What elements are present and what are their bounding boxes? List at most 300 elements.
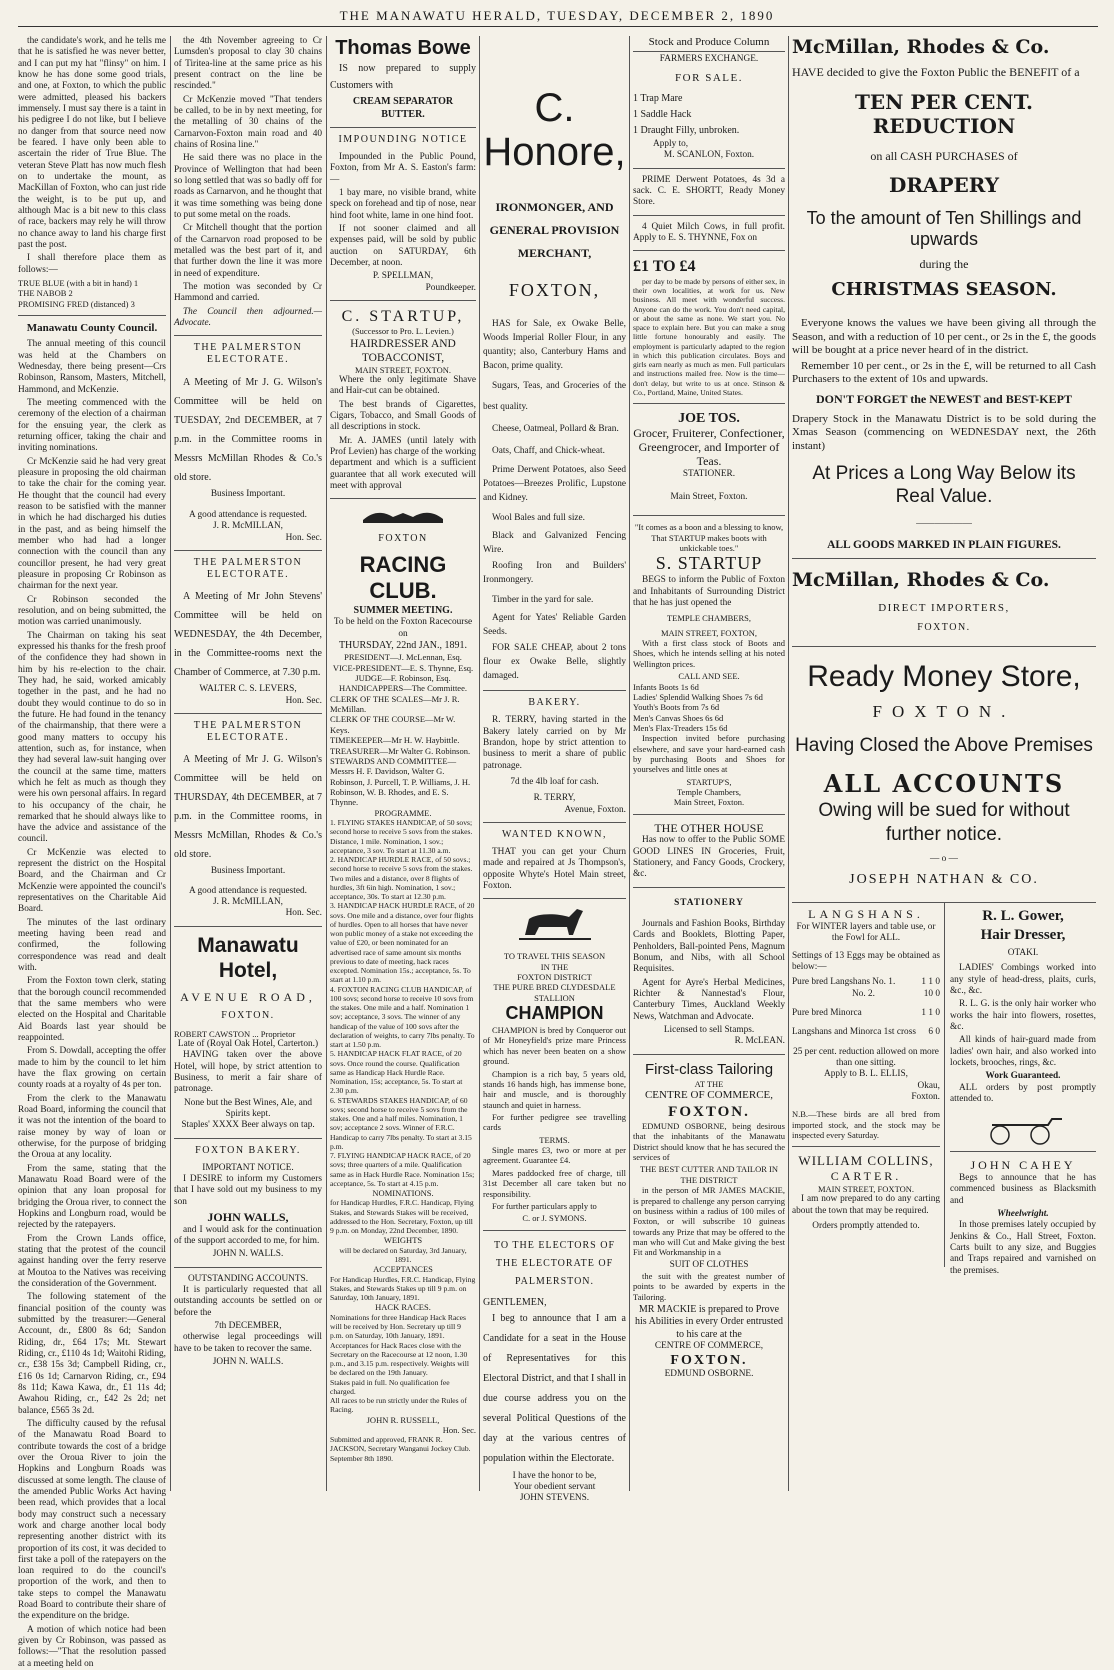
stock-title: Stock and Produce Column xyxy=(648,36,770,48)
spacer xyxy=(483,36,626,86)
ornament: —————— xyxy=(916,518,972,529)
mcmillan-prices: At Prices a Long Way Below its Real Value. xyxy=(812,463,1076,508)
racing-section-title: NOMINATIONS. xyxy=(372,1188,434,1199)
racing-event: 7. FLYING HANDICAP HACK RACE, of 20 sovs; three quarters of a mile. Qualification same as in Hack Hurdle Race. Nomination 15s; acceptance, 5s. To start at 4.15 p.m. xyxy=(330,1151,475,1188)
article-text: Cr Mitchell thought that the portion of the Carnarvon road proposed to be metalled was the best part of it, and that further down the line it was more in need of expenditure. xyxy=(174,223,322,279)
startup-addr: Main Street, Foxton. xyxy=(673,797,745,808)
notice-note: A good attendance is requested. xyxy=(189,509,307,520)
cahe-name: JOHN CAHEY xyxy=(970,1158,1076,1173)
column-divider xyxy=(479,36,480,1491)
hotel-name: Manawatu Hotel, xyxy=(197,933,299,983)
readymoney-accounts: ALL ACCOUNTS xyxy=(823,769,1065,799)
cahe-wheel: Wheelwright. xyxy=(997,1208,1049,1219)
gower-ad xyxy=(950,907,1096,1278)
article-text: From S. Dowdall, accepting the offer made to him by the council to let him have the flax growing on certain county roads at a royalty of 4s per ton. xyxy=(18,1046,166,1091)
article-text: The meeting commenced with the ceremony of the election of a chairman for the ensuing year, the clerk as returning officer, taking the chair and inviting nominations. xyxy=(18,398,166,454)
gower-text: LADIES' Combings worked into any style of head-dress, plaits, curls, &c., &c. xyxy=(950,963,1096,997)
langshans-row-label: Pure bred Langshans No. 1. xyxy=(792,977,896,988)
mcmillan-forget: DON'T FORGET the NEWEST and BEST-KEPT xyxy=(816,392,1072,407)
divider xyxy=(483,1230,626,1231)
langshans-apply: Apply to B. L. ELLIS, xyxy=(824,1069,908,1080)
impound-sign: P. SPELLMAN, xyxy=(372,271,434,282)
column-5 xyxy=(633,36,785,1491)
column-divider xyxy=(788,36,789,1491)
hotel-town: FOXTON. xyxy=(221,1010,275,1022)
racing-text: Stakes paid in full. No qualification fee charged. xyxy=(330,1377,450,1396)
hotel-late: Late of (Royal Oak Hotel, Carterton.) xyxy=(177,1039,319,1049)
divider xyxy=(174,713,322,714)
stock-sub: FARMERS EXCHANGE. xyxy=(659,54,759,65)
racing-section-title: ACCEPTANCES xyxy=(373,1264,433,1275)
notice-note: A good attendance is requested. xyxy=(189,885,307,896)
stationery-licensed: Licensed to sell Stamps. xyxy=(663,1025,755,1036)
langshans-row xyxy=(792,977,940,988)
racing-section-title: HACK RACES. xyxy=(375,1302,431,1313)
gower-text: R. L. G. is the only hair worker who works the hair into flowers, rosettes, &c. xyxy=(950,999,1096,1033)
startup-name: S. STARTUP xyxy=(655,553,763,574)
stallion-line: FOXTON DISTRICT xyxy=(517,972,592,983)
mcmillan-cash: on all CASH PURCHASES of xyxy=(870,148,1018,163)
racing-text: for Handicap Hurdles, F.R.C. Handicap, Flying Stakes, and Stewards Stakes will be received, addressed to the Hon. Secretary, Foxton, up till 9 p.m. on Monday, 22nd December, 1890. xyxy=(330,1198,474,1236)
article-text: The Council then adjourned.—Advocate. xyxy=(174,306,322,328)
divider xyxy=(174,1138,322,1139)
collins-name: WILLIAM COLLINS, xyxy=(798,1153,934,1169)
honore-item: FOR SALE CHEAP, about 2 tons flour ex Owake Belle, slightly damaged. xyxy=(483,643,626,682)
startup-price: Youth's Boots from 7s 6d xyxy=(633,702,720,713)
column-6 xyxy=(792,36,1096,1491)
divider xyxy=(330,300,476,301)
bakery-sign: R. TERRY, xyxy=(533,793,576,804)
racing-event: 2. HANDICAP HURDLE RACE, of 50 sovs.; second horse to receive 5 sovs from the stakes. Two miles and a distance, over 8 flights of hurdles, 3ft 6in high. Nomination, 1 sov.; acceptance, 30s. To start at 12.30 p.m. xyxy=(330,855,473,902)
divider xyxy=(633,51,785,52)
stallion-line: IN THE xyxy=(540,961,569,972)
startup-text: Mr. A. JAMES (until lately with Prof Levien) has charge of the working department and which is a sufficient guarantee that all work executed will meet with approval xyxy=(330,435,476,492)
hotel-text: None but the Best Wines, Ale, and Spirits kept. xyxy=(183,1097,313,1119)
stationery-title: STATIONERY xyxy=(674,897,744,908)
divider xyxy=(633,1054,785,1055)
article-text: He said there was no place in the Province of Wellington that had been so long settled that was so badly off for roads as Carnarvon, and he thought that it was time something was being done to put some metal on the roads. xyxy=(174,153,322,220)
mcmillan-text: Everyone knows the values we have been giving all through the Season, and with a reduction of 10 per cent., or 2s in the £, the goods will be bought at a price never heard of in the district. xyxy=(792,317,1096,357)
accounts-text: It is particularly requested that all outstanding accounts be settled on or before the xyxy=(174,1285,322,1318)
stock-forsale: FOR SALE. xyxy=(675,71,743,84)
bakery-name: JOHN WALLS, xyxy=(207,1210,289,1225)
article-text: The motion was seconded by Cr Hammond and carried. xyxy=(174,281,322,304)
racing-officer: PRESIDENT—J. McLennan, Esq. xyxy=(344,652,462,663)
tos-name: JOE TOS. xyxy=(678,411,740,427)
startup-call: CALL AND SEE. xyxy=(678,671,740,682)
langshans-row-price: 1 1 0 xyxy=(921,977,940,988)
startup-successor: (Successor to Pro. L. Levien.) xyxy=(352,326,454,337)
article-text: From the clerk to the Manawatu Road Board, informing the council that it was not the intention of the board to raise money by way of loan or otherwise, for the purpose of bridging the Oroua at any locality. xyxy=(18,1093,166,1161)
column-1 xyxy=(18,36,167,1669)
stock-applyname: M. SCANLON, Foxton. xyxy=(663,150,755,161)
ornament: — o — xyxy=(930,854,958,865)
stationery-sign: R. McLEAN. xyxy=(734,1036,785,1047)
accounts-sign: JOHN N. WALLS. xyxy=(212,1357,284,1368)
article-text: The minutes of the last ordinary meeting having been read and confirmed, the following correspondence was read and dealt with. xyxy=(18,917,166,974)
collins-street: MAIN STREET, FOXTON. xyxy=(817,1183,915,1194)
spacer xyxy=(483,174,626,196)
stallion-terms-title: TERMS. xyxy=(539,1134,570,1145)
langshans-nb: N.B.—These birds are all bred from imported stock, and the stock may be inspected every Saturday. xyxy=(792,1109,940,1141)
tailoring-cutter: THE BEST CUTTER AND TAILOR IN THE DISTRICT xyxy=(639,1164,779,1185)
article-text: Cr McKenzie moved "That tenders be called, to be in by next meeting, for the metalling of 30 chains of the Carnarvon-Foxton main road and 40 chains of Rosina line." xyxy=(174,94,322,150)
bakery-text: I DESIRE to inform my Customers that I have sold out my business to my son xyxy=(174,1174,322,1207)
divider xyxy=(174,335,322,336)
divider xyxy=(330,498,476,499)
honore-name: C. Honore, xyxy=(483,86,626,174)
divider xyxy=(633,515,785,516)
electors-title: TO THE ELECTORS OF THE ELECTORATE OF PALMERSTON. xyxy=(493,1239,616,1287)
racing-officer: HANDICAPPERS—The Committee. xyxy=(339,683,467,694)
divider xyxy=(633,168,785,169)
pound-amount: £1 TO £4 xyxy=(633,258,696,276)
bowe-text: IS now prepared to supply Customers with xyxy=(330,63,476,92)
hotel-street: AVENUE ROAD, xyxy=(180,989,316,1004)
accounts-title: OUTSTANDING ACCOUNTS. xyxy=(187,1273,309,1284)
racing-programme: PROGRAMME. xyxy=(374,807,432,818)
startup-name: C. STARTUP, xyxy=(341,307,465,325)
divider xyxy=(633,814,785,815)
startup-price: Infants Boots 1s 6d xyxy=(633,681,699,692)
article-text: Cr McKenzie was elected to represent the district on the Hospital Board, and the Chairman and Cr McKenzie were appointed the council's representatives on the Charitable Aid Board. xyxy=(18,847,166,915)
article-text: The following statement of the financial position of the county was submitted by the treasurer:—General Account, dr., £800 8s 6d; Sandon Riding, dr., £64 17s; Mt. Stewart Riding, cr., £110 4s 1d; Waitohi Riding, cr., £38 15s 3d; Campbell Riding, cr., £16 0s 1d; Carnarvon Riding, cr., £94 8s 11d; Kawa Kawa, dr., £1 11s 4d; Awahou Riding, cr., £42 2s 2d; net balance, £565 3s 2d. xyxy=(18,1292,167,1416)
accounts-date: 7th DECEMBER, xyxy=(214,1321,282,1332)
startup-text: With a first class stock of Boots and Shoes, which he intends selling at his noted Wellington prices. xyxy=(633,638,785,669)
notice-role: Hon. Sec. xyxy=(285,908,322,919)
hotel-proprietor: ROBERT CAWSTON ... Proprietor xyxy=(174,1028,296,1039)
mcmillan-amount: To the amount of Ten Shillings and upwards xyxy=(806,207,1082,250)
notice-note: Business Important. xyxy=(210,488,286,499)
buggy-image xyxy=(978,1111,1068,1145)
racing-event: 6. STEWARDS STAKES HANDICAP, of 60 sovs; second horse to receive 5 sovs from the stakes. One and a half miles. Nomination, 1 sov; acceptance 2 sovs. Winner of F.R.C. Handicap to carry 7lbs penalty. To start at 3.15 p.m. xyxy=(330,1095,472,1151)
startup-quote: "It comes as a boon and a blessing to know, That STARTUP makes boots with unkickable toes." xyxy=(634,522,784,554)
article-text: The annual meeting of this council was held at the Chambers on Wednesday, there being present—Crs Robinson, Ransom, Masters, Mitchell, Hammond, and McKenzie. xyxy=(18,339,166,395)
article-text: the 4th November agreeing to Cr Lumsden's proposal to clay 30 chains of Tiritea-line at the same price as his present contract on the line be rescinded." xyxy=(174,36,322,92)
hotel-text: HAVING taken over the above Hotel, will hope, by strict attention to Business, to merit a fair share of patronage. xyxy=(174,1050,322,1095)
honore-item: Wool Bales and full size. xyxy=(492,512,585,523)
tailoring-centre: CENTRE OF COMMERCE, xyxy=(654,1340,764,1351)
langshans-row-label: Pure bred Minorca xyxy=(792,1008,862,1019)
stallion-line: TO TRAVEL THIS SEASON xyxy=(503,951,606,962)
divider xyxy=(792,1146,940,1147)
divider xyxy=(792,558,1096,559)
readymoney-sign: JOSEPH NATHAN & CO. xyxy=(849,872,1039,888)
langshans-text: 25 per cent. reduction allowed on more than one sitting. xyxy=(793,1046,939,1069)
bottom-ads xyxy=(792,907,1096,1276)
readymoney-owing: Owing will be sued for without further notice. xyxy=(818,799,1070,846)
startup-text: Where the only legitimate Shave and Hair-cut can be obtained. xyxy=(330,375,476,397)
langshans-row xyxy=(792,1008,940,1019)
placing: TRUE BLUE (with a bit in hand) 1 xyxy=(18,277,139,288)
racing-date: THURSDAY, 22nd JAN., 1891. xyxy=(338,640,468,652)
tos-trade: Grocer, Fruiterer, Confectioner, Greengrocer, and Importer of Teas. xyxy=(633,426,785,468)
langshans-row-price: 10 0 xyxy=(923,988,940,999)
hotel-text: Staples' XXXX Beer always on tap. xyxy=(181,1120,315,1131)
langshans-addr: Foxton. xyxy=(911,1092,940,1103)
divider xyxy=(483,822,626,823)
tos-street: Main Street, Foxton. xyxy=(670,492,748,502)
divider xyxy=(633,887,785,888)
otherhouse-text: Has now to offer to the Public SOME GOOD LINES IN Groceries, Fruit, Stationery, and Fancy Goods, Crockery, &c. xyxy=(633,835,785,880)
article-text: From the Foxton town clerk, stating that the borough council recommended that the same members who were elected on the Hospital and Charitable Aid Boards last year should be reappointed. xyxy=(18,976,166,1044)
stallion-name: CHAMPION xyxy=(505,1003,604,1024)
honore-item: HAS for Sale, ex Owake Belle, Woods Imperial Roller Flour, in any quantity; also, Canterbury Hams and Bacon, prime quality. xyxy=(483,319,626,372)
honore-item: Cheese, Oatmeal, Pollard & Bran. xyxy=(492,424,619,434)
mcmillan-marked: ALL GOODS MARKED IN PLAIN FIGURES. xyxy=(827,539,1061,552)
stallion-sign: C. or J. SYMONS. xyxy=(522,1213,587,1224)
cahe-text: In those premises lately occupied by Jenkins & Co., Hall Street, Foxton. Carts built to any size, and Buggies and Traps repaired and varnished on the premises. xyxy=(950,1220,1096,1276)
bakery-sign: JOHN N. WALLS. xyxy=(212,1249,284,1260)
honore-item: Prime Derwent Potatoes, also Seed Potatoes—Breezes Prolific, Lupstone and Kidney. xyxy=(483,464,626,503)
column-3 xyxy=(330,36,476,1491)
bakery-text: and I would ask for the continuation of the support accorded to me, for him. xyxy=(174,1224,322,1247)
tailoring-town: FOXTON. xyxy=(670,1353,748,1369)
startup-price: Men's Flax-Treaders 15s 6d xyxy=(633,722,728,733)
honore-item: Timber in the yard for sale. xyxy=(492,594,594,605)
accounts-text: otherwise legal proceedings will have to be taken to recover the same. xyxy=(174,1332,322,1354)
honore-trade: GENERAL PROVISION xyxy=(489,222,620,237)
column-4 xyxy=(483,36,627,1504)
honore-item: Sugars, Teas, and Groceries of the best quality. xyxy=(483,381,626,412)
racing-officer: CLERK OF THE SCALES—Mr J. R. McMillan. xyxy=(330,693,460,715)
collins-text: I am now prepared to do any carting about the town that may be required. xyxy=(792,1194,940,1216)
stationery-text: Agent for Ayre's Herbal Medicines, Richter & Nannestad's Flour, Canterbury Times, Auckland Weekly News, Watchman and Advocate. xyxy=(633,977,785,1022)
stock-item: 1 Trap Mare xyxy=(633,93,683,105)
tailoring-text: EDMUND OSBORNE, being desirous that the inhabitants of the Manawatu District should know that he has secured the services of xyxy=(633,1121,785,1163)
racing-officer: STEWARDS AND COMMITTEE—Messrs H. F. Davidson, Walter G. Robinson, J. Purcell, T. P. Williams, J. H. Robinson, W. B. Rhodes, and E. S. Thynne. xyxy=(330,755,471,808)
racing-sub: SUMMER MEETING. xyxy=(353,605,453,617)
divider xyxy=(483,898,626,899)
impound-text: Impounded in the Public Pound, Foxton, from Mr A. S. Easton's farm:— xyxy=(330,151,476,185)
mcmillan-name: McMillan, Rhodes & Co. xyxy=(792,569,1050,592)
racing-event: 3. HANDICAP HACK HURDLE RACE, of 20 sovs. One mile and a distance, over four flights of hurdles. Open to all horses that have never won public money of a stake not exceeding the value of £20, or been nominated for an advertised race of same amount six months previous to date of meeting, hack races excepted. Nomination 15s.; acceptance, 5s. To start at 1.10 p.m. xyxy=(330,901,475,985)
racing-role: Hon. Sec. xyxy=(442,1424,476,1435)
masthead-rule xyxy=(18,26,1098,27)
notice-role: Hon. Sec. xyxy=(285,532,322,543)
mcmillan-during: during the xyxy=(919,256,969,271)
article-text: The difficulty caused by the refusal of the Manawatu Road Board to contribute towards the cost of a bridge over the Oroua River to join the Hopkins and Longburn Roads was discussed at some length. The clause of the amended Public Works Act having been read, which provides that a local body may construct such a necessary work and charge another local body representing another district with its proportion of its cost, it was decided to first take a poll of the ratepayers on the loan required to do the council's proportion of the work, and then to take steps to compel the Manawatu Road Board to contribute their share of the expenditure on the bridge. xyxy=(18,1418,166,1622)
langshans-row xyxy=(792,1027,940,1038)
gower-work: Work Guaranteed. xyxy=(985,1071,1061,1082)
article-text: From the same, stating that the Manawatu Road Board were of the opinion that any loan proposal for bridging the Oroua river, to connect the Hopkins and Longburn road, would be rejected by the ratepayers. xyxy=(18,1163,166,1231)
notice-text: A Meeting of Mr John Stevens' Committee will be held on WEDNESDAY, the 4th December, in the Committee-rooms next the Chamber of Commerce, at 7.30 p.m. xyxy=(174,591,322,679)
honore-item: Roofing Iron and Builders' Ironmongery. xyxy=(483,561,626,585)
stallion-text: CHAMPION is bred by Conqueror out of Mr Honeyfield's prize mare Princess which has never been beaten on a show ground. xyxy=(483,1025,626,1067)
article-text: I shall therefore place them as follows:— xyxy=(18,253,166,275)
bowe-name: Thomas Bowe xyxy=(335,37,471,59)
notice-text: A Meeting of Mr J. G. Wilson's Committee will be held on TUESDAY, 2nd DECEMBER, at 7 p.m. in the Committee rooms in Messrs McMillan Rhodes & Co.'s old store. xyxy=(174,376,322,483)
column-divider xyxy=(629,36,630,1491)
article-text: From the Crown Lands office, stating that the protest of the council against handing over the ferry reserve at Moutoa to the Natives was receiving the consideration of the Government. xyxy=(18,1233,166,1289)
startup-trade: HAIRDRESSER AND TOBACCONIST, xyxy=(350,337,456,364)
tos-stationer: STATIONER. xyxy=(682,468,736,479)
tailoring-mackie: MR MACKIE is prepared to Prove his Abilities in every Order entrusted to his care at the xyxy=(634,1304,784,1340)
divider xyxy=(633,403,785,404)
article-text: A motion of which notice had been given by Cr Robinson, was passed as follows:—"That the resolution passed at a meeting held on xyxy=(18,1624,166,1669)
column-divider xyxy=(944,903,945,1267)
mcmillan-season: CHRISTMAS SEASON. xyxy=(831,279,1057,301)
racing-text: All races to be run strictly under the Rules of Racing. xyxy=(330,1396,467,1415)
pound-text: per day to be made by persons of either sex, in their own localities, at work for us. New business. All meet with wonderful success. Anyone can do the work. You don't need capital, or about the same as none. We start you. No space to explain here. But you can make a snug little fortune honourably and easily. The employment is particularly adapted to the region in which this publication circulates. Boys and girls earn nearly as much as men. Full particulars and instructions mailed free. Now is the time—don't delay, but write to us at once. Stinson & Co., Portland, Maine, United States. xyxy=(633,276,785,397)
honore-town: FOXTON, xyxy=(508,280,601,301)
readymoney-town: FOXTON. xyxy=(872,701,1016,721)
article-text: the candidate's work, and he tells me that he is satisfied he was never better, and I can put my hat "flinsy" on him. I know he has done some good trials, and one, at Foxton, to which the public were admitted, pleased his backers immensely. I must say there is a taint in his pedigree I do not like, but I believe no danger from that source need now be feared. I have only been able to ascertain the rider of True Blue. The veteran Steve Platt has now much flesh on to undertake the mount, as MacKillan of Foxton, who can just ride the weight, is to be put up, and although Mac is a bit new to this class of race, backers may rely he will throw no chance away to land his charge first past the post. xyxy=(18,36,166,250)
electors-close: Your obedient servant xyxy=(513,1482,596,1493)
tailoring-suit: SUIT OF CLOTHES xyxy=(669,1259,749,1270)
langshans-row-price: 1 1 0 xyxy=(921,1008,940,1019)
stallion-line: THE PURE BRED CLYDESDALE STALLION xyxy=(493,982,616,1003)
racing-officer: CLERK OF THE COURSE—Mr W. Keys. xyxy=(330,714,456,735)
otherhouse-title: THE OTHER HOUSE xyxy=(654,820,764,835)
stock-item: 1 Saddle Hack xyxy=(633,109,692,121)
gower-text: ALL orders by post promptly attended to. xyxy=(950,1082,1096,1105)
racing-town: FOXTON xyxy=(378,533,428,545)
langshans-row-label: Langshans and Minorca 1st cross xyxy=(792,1027,916,1038)
startup-text: Inspection invited before purchasing elsewhere, and save your hard-earned cash by purchasing Boots and Shoes for yourselves and little ones at xyxy=(633,733,785,775)
mcmillan-ten: TEN PER CENT. REDUCTION xyxy=(855,89,1033,139)
langshans-text: Settings of 13 Eggs may be obtained as below:— xyxy=(792,950,940,973)
startup-addr: Temple Chambers, xyxy=(676,787,742,798)
startup-sign: STARTUP'S, xyxy=(686,776,732,787)
mcmillan-direct: DIRECT IMPORTERS, xyxy=(878,602,1010,615)
racing-officer: JUDGE—F. Robinson, Esq. xyxy=(355,673,451,684)
racing-text: Nominations for three Handicap Hack Races will be received by Hon. Secretary up till 9 p.m. on Saturday, 10th January, 1891. xyxy=(330,1312,467,1341)
racing-title: RACING CLUB. xyxy=(359,551,447,604)
electors-close: I have the honor to be, xyxy=(512,1470,597,1481)
stock-apply: Apply to, xyxy=(653,139,689,150)
racing-event: 1. FLYING STAKES HANDICAP, of 50 sovs; second horse to receive 5 sovs from the stakes. Distance, 1 mile. Nomination, 1 sov.; acceptance, 3 sov. To start at 11.30 a.m. xyxy=(330,818,473,855)
notice-title: THE PALMERSTON ELECTORATE. xyxy=(193,719,303,744)
impound-role: Poundkeeper. xyxy=(425,282,476,293)
impound-text: 1 bay mare, no visible brand, white speck on forehead and tip of nose, near hind foot white, lame in one hind foot. xyxy=(330,187,476,221)
stationery-text: Journals and Fashion Books, Birthday Cards and Booklets, Blotting Paper, Penholders, Ball-pointed Pens, Magnum Bonum, and Nibs, with all School Requisites. xyxy=(633,919,785,975)
divider xyxy=(18,315,166,316)
racing-officer: VICE-PRESIDENT—E. S. Thynne, Esq. xyxy=(332,662,474,673)
stock-text: PRIME Derwent Potatoes, 4s 3d a sack. C. E. SHORTT, Ready Money Store. xyxy=(633,174,785,208)
racing-sign: JOHN R. RUSSELL, xyxy=(366,1414,440,1425)
racing-section-title: WEIGHTS xyxy=(383,1235,423,1246)
gower-name: R. L. Gower, xyxy=(982,908,1064,925)
racing-event: 4. FOXTON RACING CLUB HANDICAP, of 100 sovs; second horse to receive 10 sovs from the stakes. One mile and a half. Nomination 1 sov; acceptance, 3 sovs. The winner of any handicap of the value of 100 sovs after the declaration of weights, to carry 7lbs penalty. To start at 1.50 p.m. xyxy=(330,984,475,1050)
honore-item: Agent for Yates' Reliable Garden Seeds. xyxy=(483,613,626,638)
gower-trade: Hair Dresser, xyxy=(980,926,1066,943)
column-divider xyxy=(326,36,327,1491)
stallion-text: For further pedigree see travelling cards xyxy=(483,1112,626,1133)
electors-sign: JOHN STEVENS. xyxy=(519,1493,590,1504)
notice-title: THE PALMERSTON ELECTORATE. xyxy=(193,342,303,366)
bakery-sub: IMPORTANT NOTICE. xyxy=(202,1162,294,1173)
mcmillan-drapery: DRAPERY xyxy=(888,173,1000,198)
divider xyxy=(950,1151,1096,1152)
bowe-product: CREAM SEPARATOR BUTTER. xyxy=(352,96,454,120)
langshans-row-label: No. 2. xyxy=(852,988,875,999)
startup-price: Ladies' Splendid Walking Shoes 7s 6d xyxy=(633,691,763,702)
notice-role: Hon. Sec. xyxy=(285,695,322,706)
bakery-price: 7d the 4lb loaf for cash. xyxy=(510,776,599,787)
notice-text: A Meeting of Mr J. G. Wilson's Committee will be held on THURSDAY, 4th DECEMBER, at 7 p.m. in the Committee rooms, in Messrs McMillan, Rhodes & Co.'s old store. xyxy=(174,754,322,861)
startup-text: BEGS to inform the Public of Foxton and Inhabitants of Surrounding District that he has just opened the xyxy=(633,575,785,609)
readymoney-title: Ready Money Store, xyxy=(807,659,1081,693)
tailoring-centre: CENTRE OF COMMERCE, xyxy=(644,1089,774,1102)
mcmillan-text: Drapery Stock in the Manawatu District is to be sold during the Xmas Season (commencing on WEDNESDAY next, the 26th instant) xyxy=(792,413,1096,452)
collins-orders: Orders promptly attended to. xyxy=(812,1220,920,1231)
startup-street: MAIN STREET, FOXTON. xyxy=(354,364,452,375)
gower-town: OTAKI. xyxy=(1007,948,1039,959)
racing-officer: TIMEKEEPER—Mr H. W. Haybittle. xyxy=(330,735,460,746)
tailoring-town: FOXTON. xyxy=(668,1103,750,1120)
mcmillan-text: Remember 10 per cent., or 2s in the £, will be returned to all Cash Purchasers to the extent of 10s and upwards. xyxy=(792,359,1096,385)
racing-text: Submitted and approved, FRANK R. JACKSON, Secretary Wanganui Jockey Club. September 8th 1890. xyxy=(330,1435,471,1463)
honore-item: Oats, Chaff, and Chick-wheat. xyxy=(492,446,605,457)
tailoring-text: the suit with the greatest number of points to be awarded by experts in the Tailoring. xyxy=(633,1271,785,1302)
article-text: Cr Robinson seconded the resolution, and on being submitted, the motion was carried unanimously. xyxy=(18,594,166,628)
divider xyxy=(483,690,626,691)
bakery-title: BAKERY. xyxy=(528,697,581,709)
racing-text: will be declared on Saturday, 3rd January, 1891. xyxy=(339,1245,467,1265)
bakery-addr: Avenue, Foxton. xyxy=(564,804,626,815)
stallion-image xyxy=(517,905,593,945)
honore-trade: MERCHANT, xyxy=(517,245,592,260)
bakery-text: R. TERRY, having started in the Bakery lately carried on by Mr Brandon, hope by strict attention to business to merit a share of public patronage. xyxy=(483,715,626,771)
electors-text: I beg to announce that I am a Candidate for a seat in the House of Representatives for this Electoral District, and that I shall in due course address you on the several Political Questions of the day at the various centres of population within the Electorate. xyxy=(483,1312,627,1464)
racehorses-image xyxy=(358,505,448,527)
placing: THE NABOB 2 xyxy=(18,288,73,299)
langshans-row xyxy=(792,989,940,1000)
notice-note: Business Important. xyxy=(210,866,286,877)
honore-trade: IRONMONGER, AND xyxy=(495,200,614,214)
article-heading: Manawatu County Council. xyxy=(26,321,158,334)
stallion-text: Single mares £3, two or more at per agreement. Guarantee £4. xyxy=(483,1145,626,1166)
electors-greet: GENTLEMEN, xyxy=(483,1296,547,1308)
wanted-text: THAT you can get your Churn made and repaired at Js Thompson's, opposite Whyte's Hotel Main street, Foxton. xyxy=(483,847,626,892)
startup-text: The best brands of Cigarettes, Cigars, Tobacco, and Small Goods of all descriptions in stock. xyxy=(330,399,476,433)
divider xyxy=(174,550,322,551)
collins-trade: CARTER. xyxy=(830,1169,902,1184)
tailoring-text: in the person of MR JAMES MACKIE, is prepared to challenge any person carrying on business within a radius of 100 miles of Foxton, or will subscribe 10 guineas towards any Prize that may be offered to the man who will Cut and Make giving the best Fit and Workmanship in a xyxy=(633,1185,785,1258)
startup-street: MAIN STREET, FOXTON, xyxy=(660,627,758,638)
tailoring-sign: EDMUND OSBORNE. xyxy=(664,1369,754,1380)
mcmillan-text: HAVE decided to give the Foxton Public the BENEFIT of a xyxy=(792,65,1080,80)
impound-title: IMPOUNDING NOTICE xyxy=(338,133,468,145)
article-text: Cr McKenzie said he had very great pleasure in proposing the old chairman to take the chair for the coming year. He thought that the council had every reason to be satisfied with the manner in which he had discharged his duties in the past, and as being himself the member who had had a longer connection with the council than any councillor present, he had very great pleasure in proposing Cr Robinson as chairman for the next year. xyxy=(18,456,166,592)
racing-held: To be held on the Foxton Racecourse on xyxy=(333,617,473,639)
startup-chambers: TEMPLE CHAMBERS, xyxy=(666,613,752,624)
stallion-text: Mares paddocked free of charge, till 31st December all care taken but no responsibility. xyxy=(483,1167,626,1199)
langshans-ad xyxy=(792,907,940,1232)
racing-text: Acceptances for Hack Races close with the Secretary on the Racecourse at 12 noon, 1.30 p.m., and 3.15 p.m. respectively. Weights will be declared on the 19th January. xyxy=(330,1340,470,1378)
langshans-title: LANGSHANS. xyxy=(808,907,924,922)
stallion-text: For further particulars apply to xyxy=(492,1200,597,1211)
racing-officer: TREASURER—Mr Walter G. Robinson. xyxy=(330,745,471,756)
racing-event: 5. HANDICAP HACK FLAT RACE, of 20 sovs. Once round the course. Qualification same as Handicap Hack Hurdle Race. Nomination, 15s; acceptance, 5s. To start at 2.30 p.m. xyxy=(330,1049,463,1096)
divider xyxy=(330,127,476,128)
placing: PROMISING FRED (distanced) 3 xyxy=(18,298,135,309)
langshans-text: For WINTER layers and table use, or the Fowl for ALL. xyxy=(796,922,936,944)
bakery-title: FOXTON BAKERY. xyxy=(195,1144,301,1156)
wanted-title: WANTED KNOWN, xyxy=(501,828,608,840)
tailoring-at: AT THE xyxy=(694,1078,724,1089)
divider xyxy=(633,215,785,216)
langshans-addr: Okau, xyxy=(917,1080,940,1091)
cahe-text: Begs to announce that he has commenced business as Blacksmith and xyxy=(950,1172,1096,1206)
mcmillan-town: FOXTON. xyxy=(917,621,971,633)
divider xyxy=(792,646,1096,647)
divider xyxy=(174,1267,322,1268)
honore-item: Black and Galvanized Fencing Wire. xyxy=(483,531,626,556)
column-divider xyxy=(170,36,171,1491)
column-2 xyxy=(174,36,322,1491)
